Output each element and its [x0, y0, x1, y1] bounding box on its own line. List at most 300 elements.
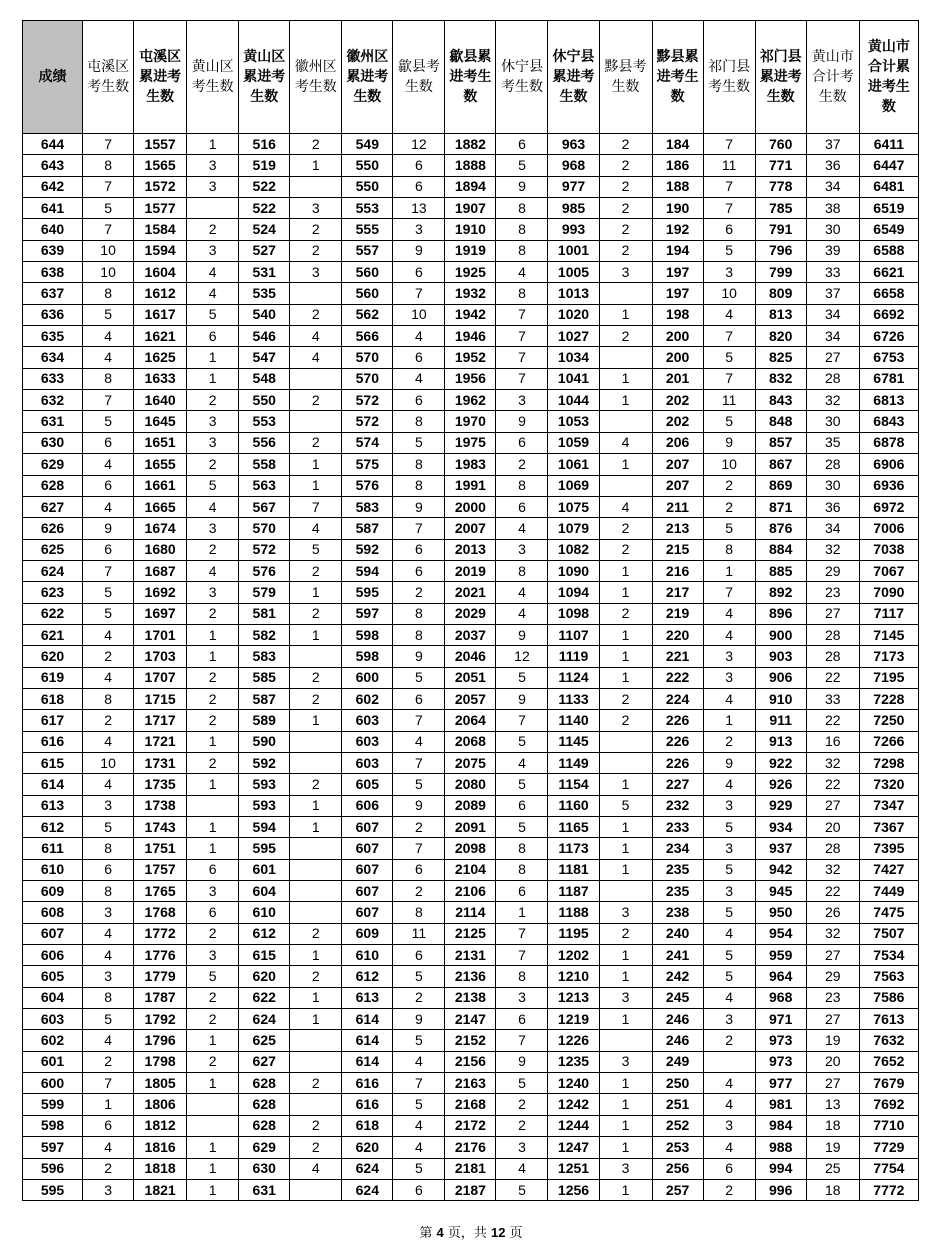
- count-cell: 5: [703, 945, 755, 966]
- count-cell: 954: [755, 923, 806, 944]
- count-cell: 234: [652, 838, 703, 859]
- count-cell: 9: [83, 518, 134, 539]
- count-cell: 1: [599, 859, 652, 880]
- count-cell: 579: [239, 582, 290, 603]
- count-cell: 613: [342, 987, 393, 1008]
- count-cell: 7729: [859, 1137, 918, 1158]
- count-cell: 1219: [548, 1009, 599, 1030]
- count-cell: [290, 176, 342, 197]
- count-cell: 796: [755, 240, 806, 261]
- count-cell: 6: [393, 347, 445, 368]
- count-cell: 27: [806, 1073, 859, 1094]
- count-cell: 28: [806, 368, 859, 389]
- count-cell: 1: [496, 902, 548, 923]
- score-cell: 635: [23, 326, 83, 347]
- count-cell: 7: [703, 582, 755, 603]
- count-cell: 7507: [859, 923, 918, 944]
- count-cell: 1612: [134, 283, 187, 304]
- count-cell: 2: [393, 987, 445, 1008]
- score-cell: 628: [23, 475, 83, 496]
- count-cell: 5: [599, 795, 652, 816]
- table-row: [23, 987, 919, 1008]
- count-cell: 233: [652, 817, 703, 838]
- column-header: 徽州区考生数: [290, 21, 342, 134]
- count-cell: 253: [652, 1137, 703, 1158]
- count-cell: 3: [83, 902, 134, 923]
- count-cell: 7347: [859, 795, 918, 816]
- score-cell: 621: [23, 624, 83, 645]
- count-cell: 6: [496, 795, 548, 816]
- count-cell: 592: [239, 752, 290, 773]
- count-cell: 884: [755, 539, 806, 560]
- count-cell: 9: [496, 688, 548, 709]
- score-cell: 633: [23, 368, 83, 389]
- count-cell: 1001: [548, 240, 599, 261]
- count-cell: 5: [496, 1073, 548, 1094]
- count-cell: 1792: [134, 1009, 187, 1030]
- table-row: [23, 1158, 919, 1179]
- count-cell: 8: [703, 539, 755, 560]
- count-cell: 9: [393, 795, 445, 816]
- count-cell: 594: [239, 817, 290, 838]
- count-cell: 1: [599, 624, 652, 645]
- count-cell: 609: [342, 923, 393, 944]
- count-cell: 3: [83, 795, 134, 816]
- count-cell: 903: [755, 646, 806, 667]
- count-cell: 7772: [859, 1179, 918, 1200]
- count-cell: 1584: [134, 219, 187, 240]
- count-cell: 9: [393, 496, 445, 517]
- count-cell: 5: [703, 518, 755, 539]
- count-cell: 4: [496, 262, 548, 283]
- count-cell: 4: [703, 304, 755, 325]
- count-cell: 2168: [445, 1094, 496, 1115]
- count-cell: 6: [83, 432, 134, 453]
- count-cell: 945: [755, 881, 806, 902]
- count-cell: 625: [239, 1030, 290, 1051]
- score-distribution-table: [22, 20, 919, 1201]
- count-cell: 6: [187, 326, 239, 347]
- count-cell: [290, 1179, 342, 1200]
- count-cell: 7: [703, 134, 755, 155]
- count-cell: 1925: [445, 262, 496, 283]
- count-cell: 4: [496, 603, 548, 624]
- count-cell: 977: [755, 1073, 806, 1094]
- count-cell: 1717: [134, 710, 187, 731]
- count-cell: 4: [703, 987, 755, 1008]
- count-cell: 211: [652, 496, 703, 517]
- count-cell: [290, 368, 342, 389]
- count-cell: 2131: [445, 945, 496, 966]
- score-cell: 630: [23, 432, 83, 453]
- table-row: [23, 582, 919, 603]
- count-cell: 1735: [134, 774, 187, 795]
- count-cell: 1: [83, 1094, 134, 1115]
- table-row: [23, 560, 919, 581]
- count-cell: 220: [652, 624, 703, 645]
- count-cell: 2013: [445, 539, 496, 560]
- count-cell: [599, 283, 652, 304]
- count-cell: 1: [290, 624, 342, 645]
- count-cell: 10: [83, 752, 134, 773]
- count-cell: 1: [599, 1009, 652, 1030]
- count-cell: 1173: [548, 838, 599, 859]
- footer-middle: 页，共: [447, 1226, 487, 1241]
- table-row: [23, 817, 919, 838]
- count-cell: 3: [187, 155, 239, 176]
- count-cell: 973: [755, 1030, 806, 1051]
- count-cell: 622: [239, 987, 290, 1008]
- count-cell: 4: [187, 560, 239, 581]
- count-cell: 942: [755, 859, 806, 880]
- count-cell: 7427: [859, 859, 918, 880]
- count-cell: 6: [496, 432, 548, 453]
- table-row: [23, 624, 919, 645]
- count-cell: 2: [83, 1158, 134, 1179]
- count-cell: 602: [342, 688, 393, 709]
- count-cell: 1: [187, 624, 239, 645]
- count-cell: 3: [187, 176, 239, 197]
- count-cell: 3: [599, 1158, 652, 1179]
- table-row: [23, 752, 919, 773]
- count-cell: 628: [239, 1115, 290, 1136]
- count-cell: 8: [393, 603, 445, 624]
- count-cell: 809: [755, 283, 806, 304]
- score-cell: 598: [23, 1115, 83, 1136]
- count-cell: 583: [342, 496, 393, 517]
- count-cell: 1: [290, 987, 342, 1008]
- count-cell: 600: [342, 667, 393, 688]
- count-cell: 26: [806, 902, 859, 923]
- table-body: [23, 134, 919, 1201]
- count-cell: 9: [496, 1051, 548, 1072]
- score-cell: 620: [23, 646, 83, 667]
- count-cell: 3: [290, 198, 342, 219]
- score-cell: 609: [23, 881, 83, 902]
- count-cell: 1: [187, 1073, 239, 1094]
- count-cell: 226: [652, 710, 703, 731]
- count-cell: 570: [342, 368, 393, 389]
- count-cell: 7: [703, 368, 755, 389]
- count-cell: 7298: [859, 752, 918, 773]
- column-header: 休宁县累进考生数: [548, 21, 599, 134]
- count-cell: 1: [599, 560, 652, 581]
- count-cell: 5: [703, 859, 755, 880]
- column-header: 屯溪区考生数: [83, 21, 134, 134]
- table-row: [23, 859, 919, 880]
- count-cell: 36: [806, 496, 859, 517]
- count-cell: 7652: [859, 1051, 918, 1072]
- count-cell: 968: [755, 987, 806, 1008]
- count-cell: 4: [187, 283, 239, 304]
- count-cell: 5: [703, 347, 755, 368]
- count-cell: 7228: [859, 688, 918, 709]
- count-cell: 2: [290, 688, 342, 709]
- count-cell: 1053: [548, 411, 599, 432]
- count-cell: 1188: [548, 902, 599, 923]
- count-cell: 556: [239, 432, 290, 453]
- count-cell: 6: [393, 560, 445, 581]
- count-cell: 7: [496, 1030, 548, 1051]
- count-cell: 6: [187, 859, 239, 880]
- count-cell: 896: [755, 603, 806, 624]
- count-cell: 1738: [134, 795, 187, 816]
- count-cell: 1: [187, 646, 239, 667]
- count-cell: 7475: [859, 902, 918, 923]
- score-cell: 610: [23, 859, 83, 880]
- count-cell: 1687: [134, 560, 187, 581]
- count-cell: 27: [806, 795, 859, 816]
- count-cell: 3: [187, 582, 239, 603]
- count-cell: 3: [187, 432, 239, 453]
- count-cell: 2: [290, 774, 342, 795]
- count-cell: 13: [806, 1094, 859, 1115]
- count-cell: 1: [290, 155, 342, 176]
- table-row: [23, 838, 919, 859]
- count-cell: 213: [652, 518, 703, 539]
- count-cell: 2106: [445, 881, 496, 902]
- count-cell: 572: [239, 539, 290, 560]
- count-cell: 606: [342, 795, 393, 816]
- count-cell: 8: [83, 368, 134, 389]
- count-cell: 1005: [548, 262, 599, 283]
- score-cell: 631: [23, 411, 83, 432]
- table-header: [23, 21, 919, 134]
- count-cell: 1: [290, 817, 342, 838]
- count-cell: 5: [393, 667, 445, 688]
- count-cell: 964: [755, 966, 806, 987]
- count-cell: 7367: [859, 817, 918, 838]
- count-cell: 618: [342, 1115, 393, 1136]
- count-cell: 2152: [445, 1030, 496, 1051]
- count-cell: 6519: [859, 198, 918, 219]
- count-cell: 560: [342, 262, 393, 283]
- count-cell: 1140: [548, 710, 599, 731]
- count-cell: 222: [652, 667, 703, 688]
- count-cell: 1: [599, 1073, 652, 1094]
- count-cell: 1651: [134, 432, 187, 453]
- count-cell: 4: [290, 347, 342, 368]
- count-cell: 2: [83, 1051, 134, 1072]
- column-header: 黄山区累进考生数: [239, 21, 290, 134]
- count-cell: 7038: [859, 539, 918, 560]
- count-cell: 1707: [134, 667, 187, 688]
- count-cell: 7: [496, 710, 548, 731]
- table-row: [23, 326, 919, 347]
- count-cell: 1882: [445, 134, 496, 155]
- score-cell: 604: [23, 987, 83, 1008]
- count-cell: 5: [393, 1094, 445, 1115]
- count-cell: 4: [703, 1137, 755, 1158]
- count-cell: 245: [652, 987, 703, 1008]
- count-cell: 2181: [445, 1158, 496, 1179]
- table-row: [23, 1179, 919, 1200]
- count-cell: 1757: [134, 859, 187, 880]
- count-cell: 607: [342, 838, 393, 859]
- count-cell: 603: [342, 710, 393, 731]
- count-cell: 549: [342, 134, 393, 155]
- count-cell: 3: [187, 518, 239, 539]
- count-cell: 1572: [134, 176, 187, 197]
- score-cell: 643: [23, 155, 83, 176]
- count-cell: 33: [806, 688, 859, 709]
- column-header: 黄山市合计考生数: [806, 21, 859, 134]
- count-cell: 1983: [445, 454, 496, 475]
- score-cell: 634: [23, 347, 83, 368]
- count-cell: 2089: [445, 795, 496, 816]
- count-cell: 197: [652, 262, 703, 283]
- count-cell: 6: [83, 859, 134, 880]
- count-cell: 4: [393, 1137, 445, 1158]
- count-cell: 7: [83, 219, 134, 240]
- column-header: 黄山区考生数: [187, 21, 239, 134]
- count-cell: 558: [239, 454, 290, 475]
- count-cell: 4: [290, 518, 342, 539]
- count-cell: 6: [393, 390, 445, 411]
- count-cell: 1645: [134, 411, 187, 432]
- count-cell: 2019: [445, 560, 496, 581]
- count-cell: 10: [393, 304, 445, 325]
- count-cell: 3: [496, 1137, 548, 1158]
- count-cell: 1: [599, 945, 652, 966]
- count-cell: 2: [187, 752, 239, 773]
- count-cell: 570: [239, 518, 290, 539]
- count-cell: 2: [599, 923, 652, 944]
- count-cell: 996: [755, 1179, 806, 1200]
- count-cell: 598: [342, 624, 393, 645]
- count-cell: 9: [703, 432, 755, 453]
- count-cell: 5: [496, 774, 548, 795]
- count-cell: 572: [342, 390, 393, 411]
- count-cell: 7320: [859, 774, 918, 795]
- count-cell: 226: [652, 752, 703, 773]
- count-cell: 7: [703, 198, 755, 219]
- count-cell: 35: [806, 432, 859, 453]
- count-cell: 1244: [548, 1115, 599, 1136]
- count-cell: 1821: [134, 1179, 187, 1200]
- column-header: 歙县考生数: [393, 21, 445, 134]
- count-cell: 1: [599, 817, 652, 838]
- count-cell: 5: [496, 731, 548, 752]
- count-cell: 2091: [445, 817, 496, 838]
- count-cell: 2: [496, 454, 548, 475]
- count-cell: 38: [806, 198, 859, 219]
- count-cell: 583: [239, 646, 290, 667]
- count-cell: 592: [342, 539, 393, 560]
- count-cell: 2: [393, 817, 445, 838]
- count-cell: 595: [342, 582, 393, 603]
- count-cell: 906: [755, 667, 806, 688]
- count-cell: 1: [187, 368, 239, 389]
- count-cell: 1082: [548, 539, 599, 560]
- count-cell: 1680: [134, 539, 187, 560]
- count-cell: 249: [652, 1051, 703, 1072]
- count-cell: 6: [187, 902, 239, 923]
- count-cell: 3: [703, 795, 755, 816]
- count-cell: 9: [496, 176, 548, 197]
- count-cell: 2125: [445, 923, 496, 944]
- count-cell: 5: [83, 198, 134, 219]
- count-cell: 1796: [134, 1030, 187, 1051]
- count-cell: 2136: [445, 966, 496, 987]
- count-cell: 4: [83, 347, 134, 368]
- count-cell: 2: [599, 326, 652, 347]
- footer-total-pages: 12: [491, 1225, 506, 1240]
- count-cell: 1952: [445, 347, 496, 368]
- table-row: [23, 390, 919, 411]
- count-cell: 2: [290, 134, 342, 155]
- count-cell: 4: [496, 752, 548, 773]
- count-cell: 7: [83, 560, 134, 581]
- table-row: [23, 496, 919, 517]
- count-cell: 1187: [548, 881, 599, 902]
- count-cell: 7679: [859, 1073, 918, 1094]
- column-header: 成绩: [23, 21, 83, 134]
- count-cell: 3: [599, 1051, 652, 1072]
- table-row: [23, 945, 919, 966]
- count-cell: 2: [187, 603, 239, 624]
- count-cell: 29: [806, 966, 859, 987]
- count-cell: 2: [187, 219, 239, 240]
- score-cell: 596: [23, 1158, 83, 1179]
- count-cell: 7: [496, 368, 548, 389]
- score-cell: 644: [23, 134, 83, 155]
- count-cell: 2: [599, 518, 652, 539]
- count-cell: 7: [703, 326, 755, 347]
- count-cell: 587: [342, 518, 393, 539]
- count-cell: 843: [755, 390, 806, 411]
- score-cell: 622: [23, 603, 83, 624]
- count-cell: 8: [496, 475, 548, 496]
- score-cell: 627: [23, 496, 83, 517]
- count-cell: 2: [290, 304, 342, 325]
- count-cell: 572: [342, 411, 393, 432]
- count-cell: 9: [496, 624, 548, 645]
- count-cell: 1812: [134, 1115, 187, 1136]
- table-row: [23, 881, 919, 902]
- count-cell: 563: [239, 475, 290, 496]
- count-cell: 3: [496, 539, 548, 560]
- count-cell: 7266: [859, 731, 918, 752]
- table-row: [23, 731, 919, 752]
- count-cell: 2: [703, 475, 755, 496]
- count-cell: 1: [599, 454, 652, 475]
- count-cell: 10: [83, 262, 134, 283]
- count-cell: 590: [239, 731, 290, 752]
- count-cell: 4: [187, 262, 239, 283]
- count-cell: 1779: [134, 966, 187, 987]
- table-row: [23, 155, 919, 176]
- table-row: [23, 518, 919, 539]
- count-cell: 22: [806, 710, 859, 731]
- count-cell: 2: [599, 539, 652, 560]
- count-cell: 2: [290, 390, 342, 411]
- count-cell: 1107: [548, 624, 599, 645]
- table-row: [23, 198, 919, 219]
- count-cell: 6: [393, 539, 445, 560]
- count-cell: [599, 752, 652, 773]
- count-cell: 29: [806, 560, 859, 581]
- count-cell: 1798: [134, 1051, 187, 1072]
- score-cell: 636: [23, 304, 83, 325]
- count-cell: 567: [239, 496, 290, 517]
- count-cell: 6: [703, 1158, 755, 1179]
- count-cell: 10: [703, 454, 755, 475]
- count-cell: 1621: [134, 326, 187, 347]
- count-cell: 7563: [859, 966, 918, 987]
- score-cell: 603: [23, 1009, 83, 1030]
- count-cell: 2: [83, 646, 134, 667]
